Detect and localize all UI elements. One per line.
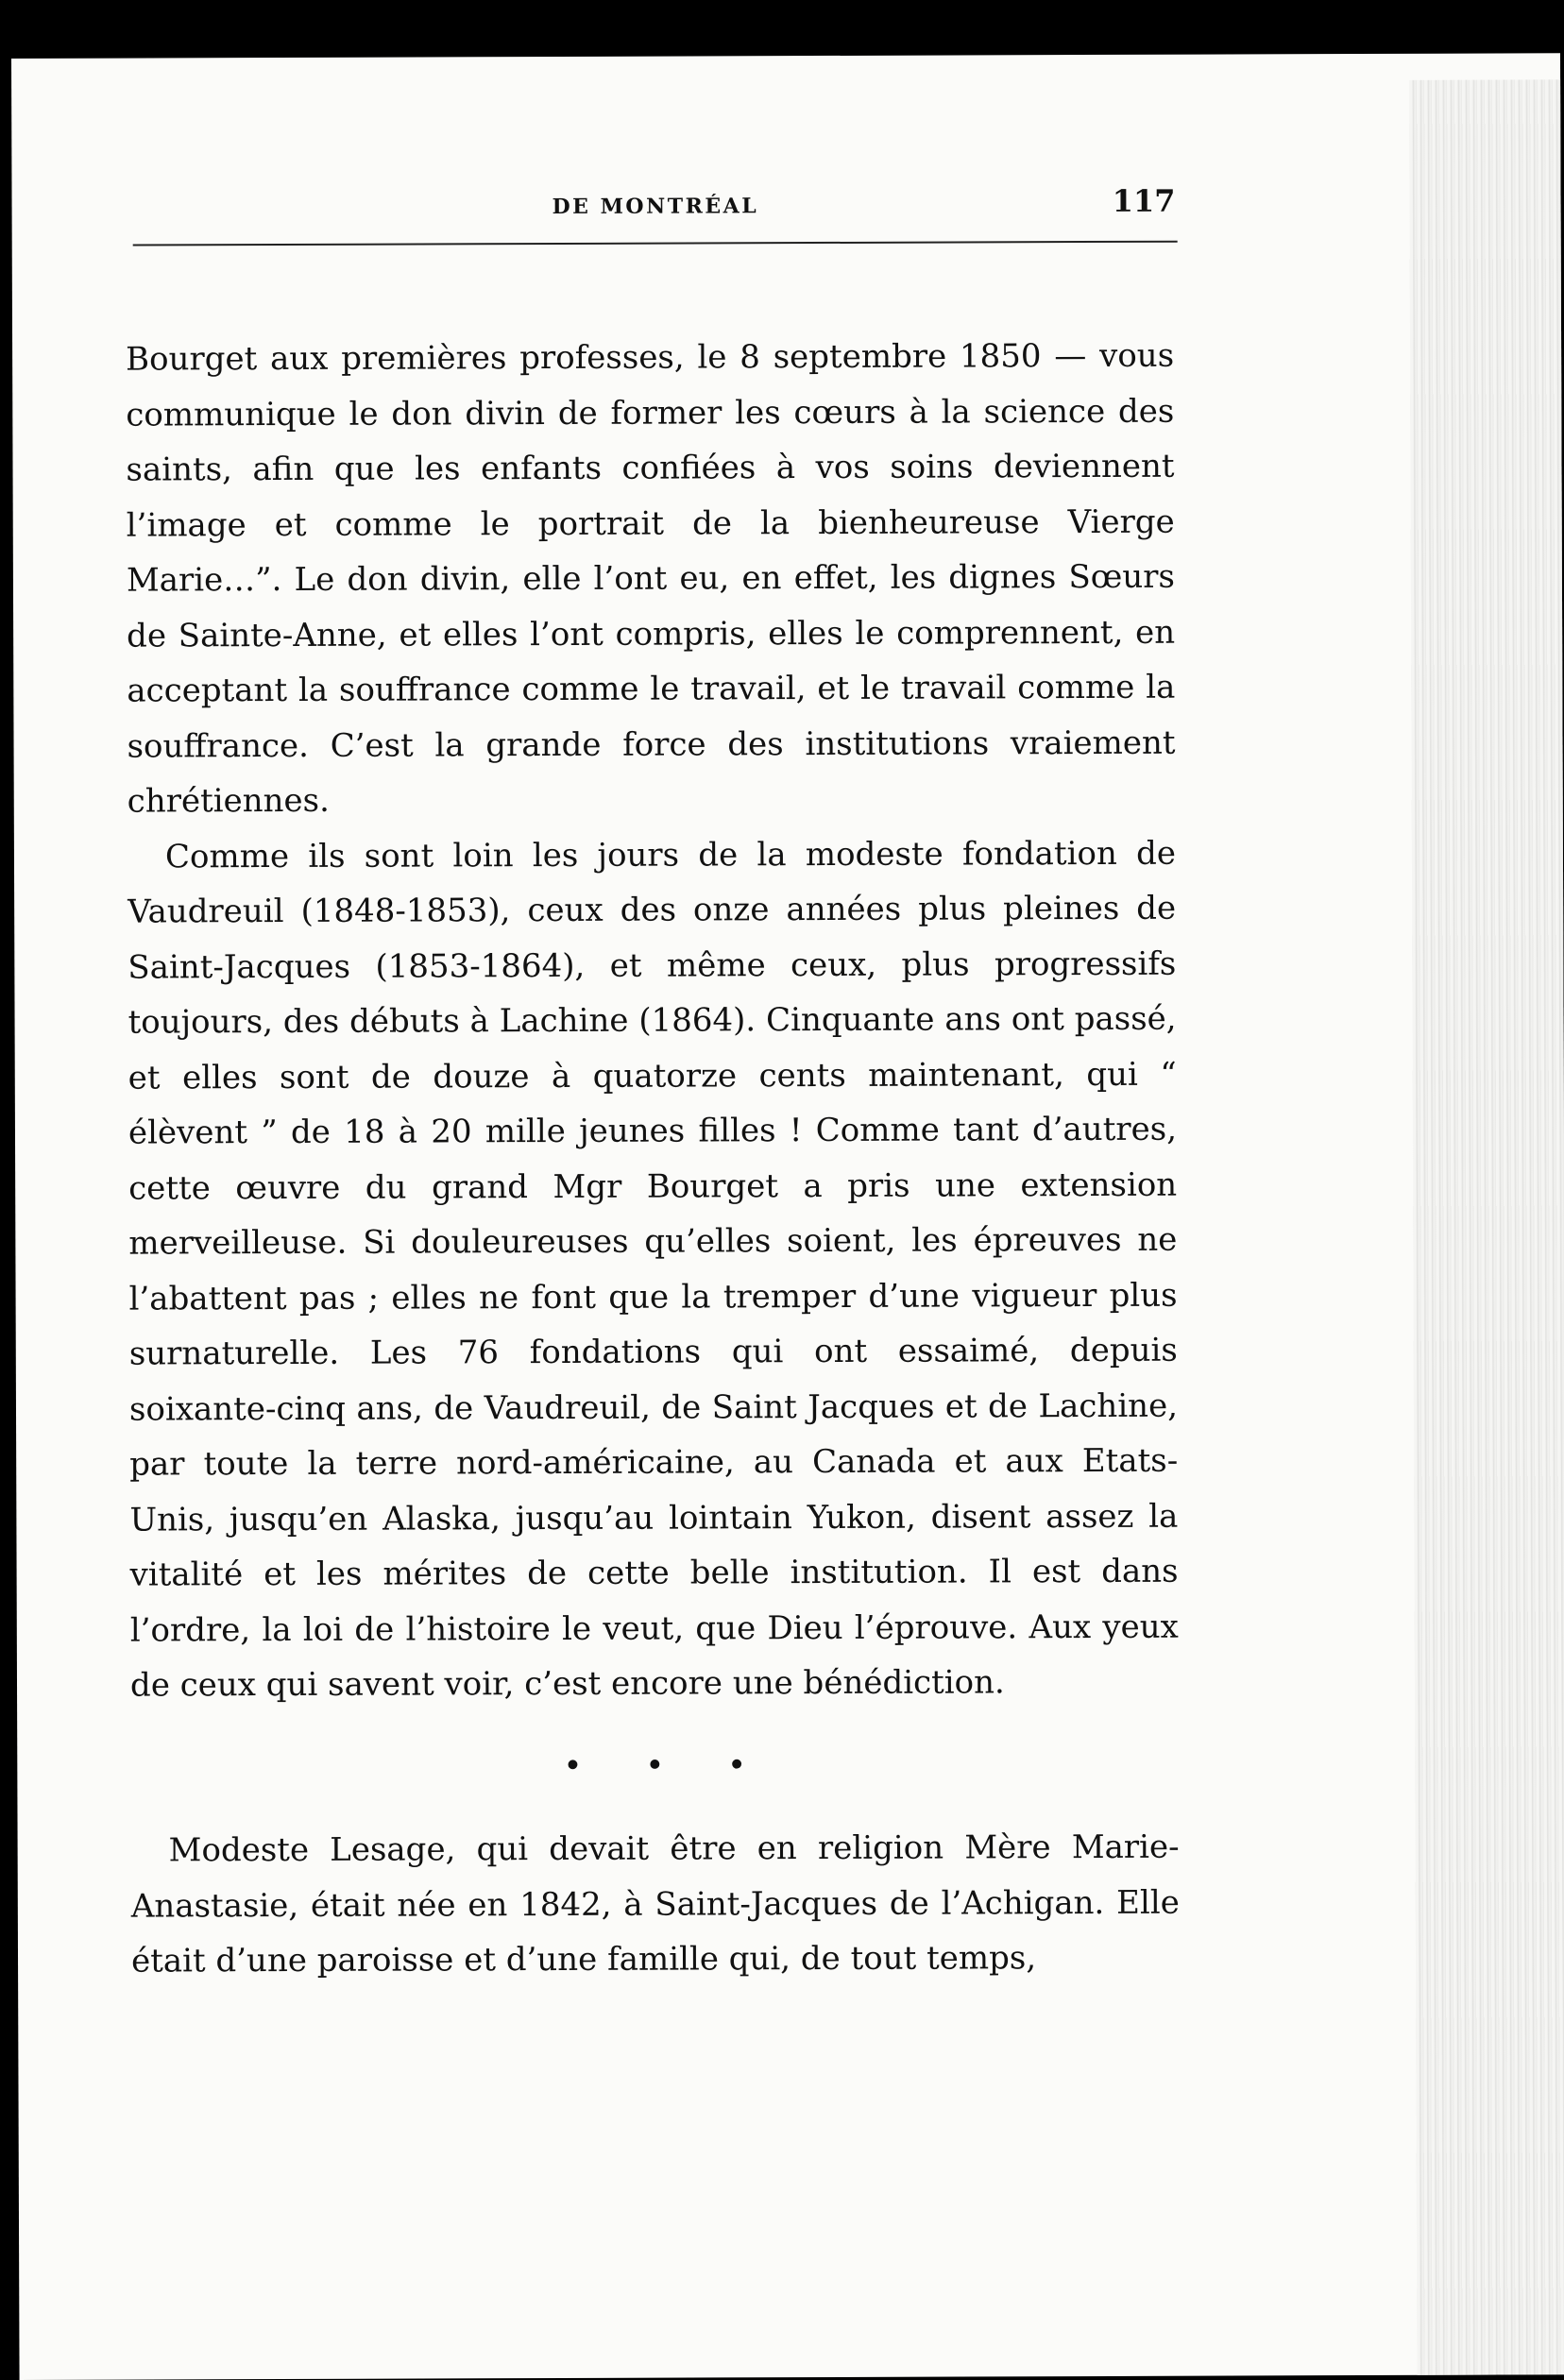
page-number: 117 (1112, 182, 1176, 219)
header-rule (133, 241, 1178, 246)
paragraph: Modeste Lesage, qui devait être en religion Mère Marie-Anastasie, était née en 1842, à Saint-Jacques de l’Achigan. Elle était d’une paroisse et d’une famille qui, de tout temps, (130, 1828, 1180, 1980)
page-header (117, 182, 1176, 257)
running-title: DE MONTRÉAL (552, 194, 759, 220)
section-separator: • • • (563, 1745, 774, 1785)
body-text (126, 329, 1180, 1989)
paragraph-continuation: Bourget aux premières professes, le 8 septembre 1850 — vous communique le don divin de former les cœurs à la science des saints, afin que les enfants confiées à vos soins deviennent l’image et comme le portrait de la bienheureuse Vierge Marie…”. Le don divin, elle l’ont eu, en effet, les dignes Sœurs de Sainte-Anne, et elles l’ont compris, elles le comprennent, en acceptant la souffrance comme le travail, et le travail comme la souffrance. C’est la grande force des institutions vraiement chrétiennes. (126, 336, 1176, 821)
paragraph: Comme ils sont loin les jours de la modeste fondation de Vaudreuil (1848-1853), ceux des onze années plus pleines de Saint-Jacques (1853-1864), et même ceux, plus progressifs toujours, des débuts à Lachine (1864). Cinquante ans ont passé, et elles sont de douze à quatorze cents maintenant, qui “ élèvent ” de 18 à 20 mille jeunes filles ! Comme tant d’autres, cette œuvre du grand Mgr Bourget a pris une extension merveilleuse. Si douleureuses qu’elles soient, les épreuves ne l’abattent pas ; elles ne font que la tremper d’une vigueur plus surnaturelle. Les 76 fondations qui ont essaimé, depuis soixante-cinq ans, de Vaudreuil, de Saint Jacques et de Lachine, par toute la terre nord-américaine, au Canada et aux Etats-Unis, jusqu’en Alaska, jusqu’au lointain Yukon, disent assez la vitalité et les mérites de cette belle institution. Il est dans l’ordre, la loi de l’histoire le veut, que Dieu l’éprouve. Aux yeux de ceux qui savent voir, c’est encore une bénédiction. (128, 834, 1179, 1705)
page-edge-stack (1409, 79, 1564, 2375)
book-page (11, 53, 1564, 2380)
